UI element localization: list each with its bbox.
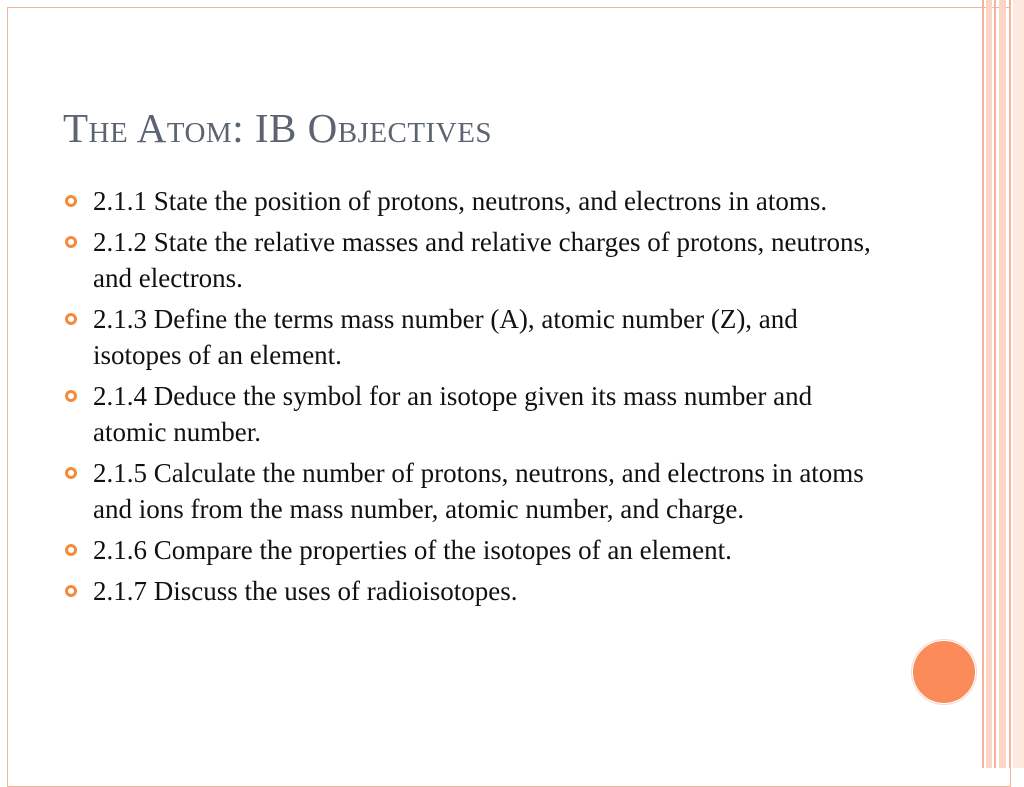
edge-stripe [1009,0,1011,768]
bullet-ring-icon [65,390,77,402]
objective-item [64,573,884,609]
bullet-ring-icon [65,544,77,556]
bullet-ring-icon [65,313,77,325]
objective-text: 2.1.7 Discuss the uses of radioisotopes. [93,576,518,606]
objective-item [64,378,884,450]
slide-title: The Atom: IB Objectives [63,105,493,151]
edge-stripe [994,0,996,768]
objective-item [64,301,884,373]
objective-text: 2.1.1 State the position of protons, neutrons, and electrons in atoms. [93,186,828,216]
objective-text: 2.1.5 Calculate the number of protons, neutrons, and electrons in atoms and ions from the mass number, atomic number, and charge. [93,458,864,524]
edge-stripe [1013,0,1024,768]
edge-stripe [999,0,1006,768]
objective-text: 2.1.6 Compare the properties of the isotopes of an element. [93,535,732,565]
edge-stripe [982,0,984,768]
objective-item [64,532,884,568]
objective-item [64,224,884,296]
bullet-ring-icon [65,467,77,479]
bullet-ring-icon [65,236,77,248]
objective-text: 2.1.4 Deduce the symbol for an isotope given its mass number and atomic number. [93,381,813,447]
bullet-ring-icon [65,195,77,207]
edge-stripe [986,0,992,768]
objective-text: 2.1.3 Define the terms mass number (A), atomic number (Z), and isotopes of an element. [93,304,798,370]
objective-item [64,183,884,219]
bullet-ring-icon [65,585,77,597]
objective-text: 2.1.2 State the relative masses and relative charges of protons, neutrons, and electrons. [93,227,871,293]
objective-item [64,455,884,527]
objectives-list [64,183,884,614]
decorative-circle [912,640,976,704]
